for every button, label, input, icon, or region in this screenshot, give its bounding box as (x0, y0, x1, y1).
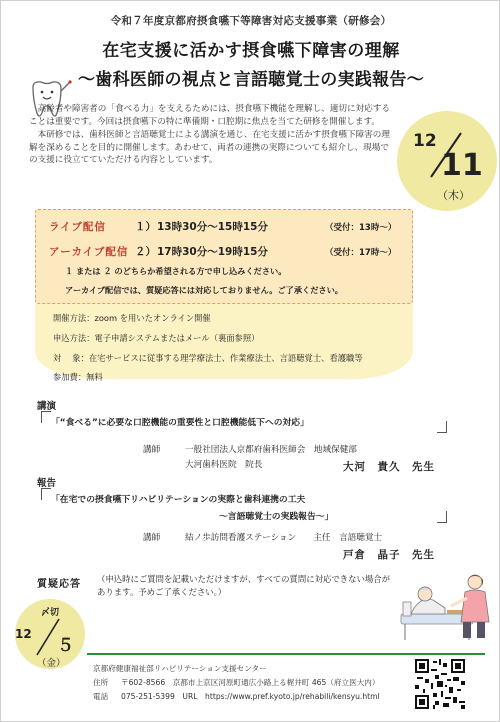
report-role: 講師 (143, 533, 161, 543)
intro-text (29, 103, 391, 168)
main-title: 在宅支援に活かす摂食嚥下障害の理解 (102, 41, 400, 61)
info-method: 開催方法：zoom を用いたオンライン開催 (53, 313, 211, 323)
subtitle: 〜歯科医師の視点と言語聴覚士の実践報告〜 (78, 70, 424, 90)
deadline-weekday: （金） (37, 658, 66, 669)
deadline-label: 〆切 (41, 608, 60, 618)
report-heading: 報告 (37, 478, 57, 489)
report-speaker-org: 結ノ歩訪問看護ステーション 主任 言語聴覚士 (185, 533, 383, 543)
lecture-title: 「“食べる”に必要な口腔機能の重要性と口腔機能低下への対応」 (51, 418, 309, 428)
footer-divider (87, 653, 485, 655)
info-apply: 申込方法：電子申請システムまたはメール（裏面参照） (53, 333, 260, 343)
nursing-care-illustration-icon (399, 566, 495, 648)
archive-distribution-row (49, 244, 396, 259)
info-target-label: 対 象： (53, 353, 89, 363)
event-date-day: 11 (441, 148, 483, 183)
qr-code-icon[interactable] (415, 659, 465, 709)
archive-number: ２） (135, 246, 156, 258)
live-label: ライブ配信 (49, 221, 106, 233)
live-time: 13時30分〜15時15分 (157, 221, 268, 233)
archive-time: 17時30分〜19時15分 (157, 246, 268, 258)
archive-reception: （受付：17時〜） (325, 248, 397, 258)
lecture-bracket-right (437, 421, 447, 433)
footer-tel-url: 075-251-5399 URL https://www.pref.kyoto.jp/rehabili/kensyu.html (121, 692, 380, 701)
event-date-month: 12 (413, 131, 437, 151)
footer-organization: 京都府健康福祉部リハビリテーション支援センター (93, 664, 267, 673)
footer-address-row (93, 677, 380, 688)
lecture-speaker-name: 大河 貴久 先生 (343, 461, 435, 473)
intro-paragraph-2: 本研修では、歯科医師と言語聴覚士による講演を通じ、在宅支援に活かす摂食嚥下障害の理解を深めることを目的に開催します。あわせて、両者の連携の実際についても紹介し、現場での支援に役立てていただける内容としています。 (29, 130, 390, 166)
intro-paragraph-1: 高齢者や障害者の「食べる力」を支えるためには、摂食嚥下機能を理解し、適切に対応することは重要です。今回は摂食嚥下の特に準備期・口腔期に焦点を当てた研修を開催します。 (29, 104, 390, 127)
live-reception: （受付：13時〜） (325, 223, 397, 233)
live-number: １） (135, 221, 156, 233)
live-distribution-row (49, 219, 396, 234)
distribution-note-2: アーカイブ配信では、質疑応答には対応しておりません。ご了承ください。 (65, 285, 343, 295)
event-series-title: 令和７年度京都府摂食嚥下等障害対応支援事業（研修会） (110, 15, 392, 27)
footer-tel-row (93, 691, 380, 702)
report-bracket-left (41, 488, 51, 500)
qa-heading: 質疑応答 (37, 579, 81, 590)
qa-text: （申込時にご質問を記載いただけますが、すべての質問に対応できない場合があります。予めご了承ください。） (97, 574, 390, 597)
event-date-weekday: （木） (437, 189, 470, 202)
info-target: 在宅サービスに従事する理学療法士、作業療法士、言語聴覚士、看護職等 (88, 353, 363, 363)
footer-tel-label: 電話 (93, 692, 109, 701)
info-fee: 参加費：無料 (53, 372, 103, 382)
report-speaker-name: 戸倉 晶子 先生 (343, 549, 435, 561)
footer-address: 〒602-8566 京都市上京区河原町通広小路上る梶井町 465（府立医大内） (121, 678, 380, 687)
lecture-speaker-org-2: 大河歯科医院 院長 (185, 460, 263, 470)
report-bracket-right (437, 511, 447, 523)
lecture-role: 講師 (143, 445, 161, 455)
lecture-heading: 講演 (37, 401, 57, 412)
report-title-line-1: 「在宅での摂食嚥下リハビリテーションの実際と歯科連携の工夫 (51, 495, 306, 505)
deadline-day: ５ (57, 636, 74, 656)
report-title-line-2: 〜言語聴覚士の実践報告〜」 (219, 512, 334, 522)
lecture-bracket-left (41, 411, 51, 423)
info-target-row (53, 352, 363, 364)
footer-address-label: 住所 (93, 678, 109, 687)
lecture-speaker-org-1: 一般社団法人京都府歯科医師会 地域保健部 (185, 445, 357, 455)
archive-label: アーカイブ配信 (49, 246, 129, 258)
deadline-month: 12 (15, 627, 32, 641)
distribution-note-1: １ または ２ のどちらか希望される方で申し込みください。 (65, 266, 287, 276)
